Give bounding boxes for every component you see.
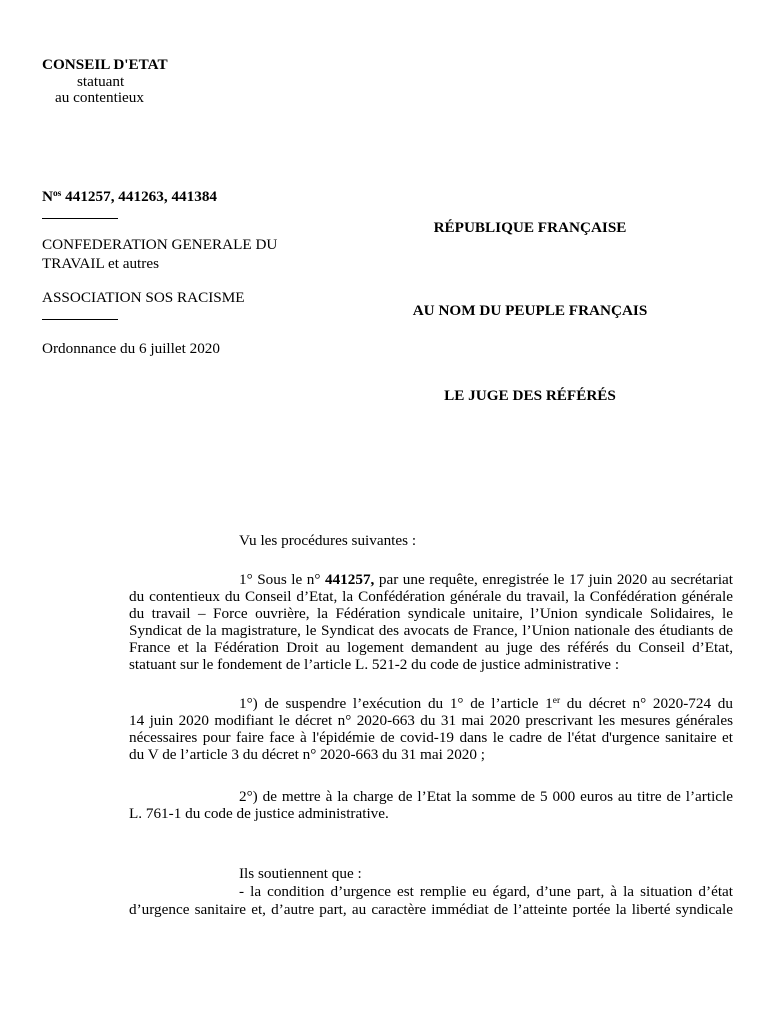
request-1-line-4: Syndicat de la magistrature, le Syndicat des avocats de France, l’Union nationale des étudiants de [129,622,733,639]
party-2: ASSOCIATION SOS RACISME [42,289,245,306]
conclusion-1-line-1 [129,695,733,712]
procedures-intro: Vu les procédures suivantes : [239,532,417,549]
conclusion-1-line-1-sup: er [552,695,561,706]
republic-heading: RÉPUBLIQUE FRANÇAISE [433,219,627,236]
argument-1-line-2: d’urgence sanitaire et, d’autre part, au caractère immédiat de l’atteinte portée la liberté syndicale [129,900,733,918]
conclusion-2-line-2: L. 761-1 du code de justice administrative. [129,805,389,822]
argument-1-paragraph [129,883,733,918]
request-1-line-1-before: 1° Sous le n° [239,571,325,588]
request-1-case-number: 441257, [324,571,375,588]
party-1-line-1: CONFEDERATION GENERALE DU [42,236,278,253]
request-1-paragraph [129,571,733,673]
conclusion-2-line-1: 2°) de mettre à la charge de l’Etat la somme de 5 000 euros au titre de l’article [239,788,733,805]
request-1-line-1 [129,571,733,588]
conclusion-1-line-4: du V de l’article 3 du décret n° 2020-663 du 31 mai 2020 ; [129,746,486,763]
case-numbers-label: N [42,188,53,205]
court-role-line-1: statuant [77,73,125,90]
decision-date: Ordonnance du 6 juillet 2020 [42,340,220,357]
court-name: CONSEIL D'ETAT [42,56,168,73]
request-1-line-1-after: par une requête, enregistrée le 17 juin 2020 au secrétariat [374,571,733,588]
conclusion-1-paragraph [129,695,733,763]
conclusion-2-paragraph [129,788,733,822]
conclusion-1-line-3: nécessaires pour faire face à l'épidémie de covid-19 dans le cadre de l'état d'urgence sanitaire et [129,729,733,746]
separator-rule-2 [42,319,118,320]
request-1-line-2: du contentieux du Conseil d’Etat, la Confédération générale du travail, la Confédération générale [129,588,733,605]
party-1-line-2: TRAVAIL et autres [42,255,159,272]
case-numbers-list: 441257, 441263, 441384 [65,188,218,205]
case-numbers-label-sup: os [52,188,62,199]
request-1-line-5: France et la Fédération Droit au logement demandent au juge des référés du Conseil d’Etat, [129,639,733,656]
court-role-line-2: au contentieux [55,89,144,106]
conclusion-1-line-2: 14 juin 2020 modifiant le décret n° 2020-663 du 31 mai 2020 prescrivant les mesures générales [129,712,733,729]
request-1-line-3: du travail – Force ouvrière, la Fédération syndicale unitaire, l’Union syndicale Solidaires, le [129,605,733,622]
conclusion-1-line-1-after: du décret n° 2020-724 du [560,695,733,712]
request-1-line-6: statuant sur le fondement de l’article L. 521-2 du code de justice administrative : [129,656,620,673]
case-numbers [42,188,217,205]
conclusion-1-line-1-before: 1°) de suspendre l’exécution du 1° de l’article 1 [239,695,553,712]
separator-rule-1 [42,218,118,219]
argument-1-line-1: - la condition d’urgence est remplie eu égard, d’une part, à la situation d’état [239,883,733,900]
jurisdiction-heading: LE JUGE DES RÉFÉRÉS [444,387,616,404]
people-heading: AU NOM DU PEUPLE FRANÇAIS [412,302,648,319]
arguments-intro: Ils soutiennent que : [239,865,362,882]
